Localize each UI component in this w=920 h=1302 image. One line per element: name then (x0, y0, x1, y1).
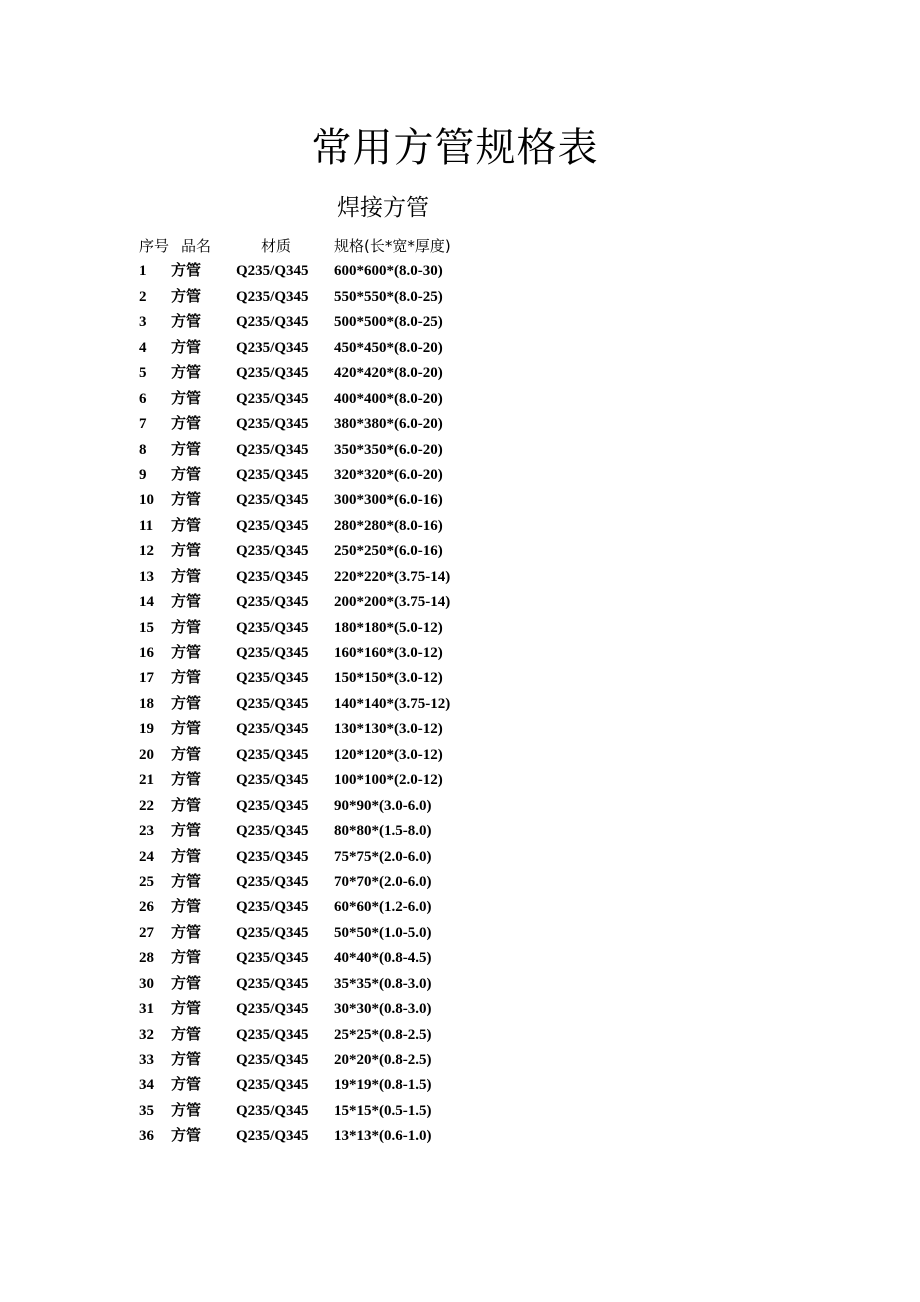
cell-name: 方管 (171, 950, 202, 967)
cell-name: 方管 (171, 797, 202, 814)
cell-no: 36 (139, 1128, 154, 1145)
cell-name: 方管 (171, 1077, 202, 1094)
cell-no: 21 (139, 772, 154, 789)
cell-spec: 80*80*(1.5-8.0) (334, 823, 432, 840)
cell-material: Q235/Q345 (236, 1102, 309, 1119)
cell-spec: 100*100*(2.0-12) (334, 772, 443, 789)
cell-no: 14 (139, 594, 154, 611)
cell-material: Q235/Q345 (236, 339, 309, 356)
cell-spec: 30*30*(0.8-3.0) (334, 1001, 432, 1018)
cell-no: 19 (139, 721, 154, 738)
cell-no: 30 (139, 975, 154, 992)
cell-material: Q235/Q345 (236, 1052, 309, 1068)
cell-spec: 25*25*(0.8-2.5) (334, 1026, 432, 1043)
cell-spec: 90*90*(3.0-6.0) (334, 797, 432, 814)
table-row (139, 592, 539, 617)
cell-spec: 13*13*(0.6-1.0) (334, 1128, 432, 1145)
cell-material: Q235/Q345 (236, 466, 309, 483)
spec-table (139, 236, 539, 1152)
cell-spec: 300*300*(6.0-16) (334, 492, 443, 509)
table-header-row (139, 236, 539, 261)
section-title: 焊接方管 (337, 195, 429, 221)
cell-name: 方管 (171, 543, 202, 560)
cell-material: Q235/Q345 (236, 950, 309, 967)
cell-material: Q235/Q345 (236, 288, 309, 305)
cell-material: Q235/Q345 (236, 899, 309, 916)
table-row (139, 541, 539, 566)
table-row (139, 1075, 539, 1100)
cell-name: 方管 (171, 619, 202, 636)
cell-spec: 15*15*(0.5-1.5) (334, 1102, 432, 1119)
cell-material: Q235/Q345 (236, 568, 309, 585)
table-row (139, 363, 539, 388)
cell-material: Q235/Q345 (236, 492, 309, 509)
cell-material: Q235/Q345 (236, 670, 309, 687)
cell-name: 方管 (171, 873, 202, 890)
cell-name: 方管 (171, 1052, 202, 1068)
cell-spec: 250*250*(6.0-16) (334, 543, 443, 560)
cell-spec: 180*180*(5.0-12) (334, 619, 443, 636)
cell-no: 32 (139, 1026, 154, 1043)
cell-no: 34 (139, 1077, 154, 1094)
cell-no: 3 (139, 314, 147, 331)
cell-name: 方管 (171, 517, 202, 534)
cell-material: Q235/Q345 (236, 263, 309, 280)
table-row (139, 643, 539, 668)
cell-no: 17 (139, 670, 154, 687)
cell-material: Q235/Q345 (236, 441, 309, 458)
cell-material: Q235/Q345 (236, 823, 309, 840)
cell-material: Q235/Q345 (236, 1128, 309, 1145)
cell-name: 方管 (171, 746, 202, 763)
cell-no: 18 (139, 695, 154, 712)
table-row (139, 490, 539, 515)
table-row (139, 719, 539, 744)
cell-name: 方管 (171, 568, 202, 585)
cell-material: Q235/Q345 (236, 746, 309, 763)
table-row (139, 668, 539, 693)
cell-spec: 220*220*(3.75-14) (334, 568, 451, 585)
cell-no: 5 (139, 365, 147, 382)
cell-name: 方管 (171, 975, 202, 992)
cell-material: Q235/Q345 (236, 416, 309, 433)
cell-material: Q235/Q345 (236, 517, 309, 534)
cell-spec: 380*380*(6.0-20) (334, 416, 443, 433)
cell-no: 27 (139, 924, 154, 941)
table-row (139, 287, 539, 312)
table-row (139, 821, 539, 846)
cell-name: 方管 (171, 263, 202, 280)
cell-spec: 20*20*(0.8-2.5) (334, 1052, 432, 1068)
cell-spec: 40*40*(0.8-4.5) (334, 950, 432, 967)
cell-name: 方管 (171, 695, 202, 712)
cell-no: 8 (139, 441, 147, 458)
cell-no: 13 (139, 568, 154, 585)
table-row (139, 414, 539, 439)
cell-spec: 19*19*(0.8-1.5) (334, 1077, 432, 1094)
table-row (139, 516, 539, 541)
cell-name: 方管 (171, 899, 202, 916)
cell-spec: 400*400*(8.0-20) (334, 390, 443, 407)
table-body (139, 261, 539, 1151)
cell-material: Q235/Q345 (236, 619, 309, 636)
cell-spec: 450*450*(8.0-20) (334, 339, 443, 356)
cell-spec: 200*200*(3.75-14) (334, 594, 451, 611)
header-no: 序号 (139, 237, 170, 255)
cell-name: 方管 (171, 492, 202, 509)
table-row (139, 796, 539, 821)
table-row (139, 618, 539, 643)
cell-material: Q235/Q345 (236, 797, 309, 814)
cell-material: Q235/Q345 (236, 695, 309, 712)
header-spec: 规格(长*宽*厚度) (334, 237, 451, 255)
cell-material: Q235/Q345 (236, 314, 309, 331)
cell-no: 4 (139, 339, 147, 356)
table-row (139, 745, 539, 770)
table-row (139, 338, 539, 363)
cell-no: 15 (139, 619, 154, 636)
cell-name: 方管 (171, 365, 202, 382)
cell-spec: 120*120*(3.0-12) (334, 746, 443, 763)
cell-name: 方管 (171, 721, 202, 738)
cell-name: 方管 (171, 1026, 202, 1043)
cell-material: Q235/Q345 (236, 390, 309, 407)
table-row (139, 440, 539, 465)
table-row (139, 1101, 539, 1126)
cell-no: 28 (139, 950, 154, 967)
cell-name: 方管 (171, 848, 202, 865)
cell-spec: 160*160*(3.0-12) (334, 645, 443, 661)
cell-spec: 280*280*(8.0-16) (334, 517, 443, 534)
cell-name: 方管 (171, 1102, 202, 1119)
table-row (139, 312, 539, 337)
cell-spec: 420*420*(8.0-20) (334, 365, 443, 382)
table-row (139, 1126, 539, 1151)
cell-material: Q235/Q345 (236, 772, 309, 789)
cell-spec: 140*140*(3.75-12) (334, 695, 451, 712)
header-name: 品名 (181, 237, 212, 255)
table-row (139, 1025, 539, 1050)
cell-name: 方管 (171, 339, 202, 356)
cell-name: 方管 (171, 670, 202, 687)
cell-material: Q235/Q345 (236, 645, 309, 661)
cell-no: 9 (139, 466, 147, 483)
page-title: 常用方管规格表 (311, 125, 599, 171)
table-row (139, 1050, 539, 1075)
cell-spec: 500*500*(8.0-25) (334, 314, 443, 331)
header-material: 材质 (261, 237, 292, 255)
cell-spec: 320*320*(6.0-20) (334, 466, 443, 483)
cell-no: 2 (139, 288, 147, 305)
cell-name: 方管 (171, 441, 202, 458)
cell-material: Q235/Q345 (236, 1077, 309, 1094)
cell-spec: 35*35*(0.8-3.0) (334, 975, 432, 992)
cell-name: 方管 (171, 416, 202, 433)
table-row (139, 770, 539, 795)
table-row (139, 567, 539, 592)
cell-name: 方管 (171, 645, 202, 661)
cell-spec: 50*50*(1.0-5.0) (334, 924, 432, 941)
cell-no: 25 (139, 873, 154, 890)
cell-no: 16 (139, 645, 154, 661)
table-row (139, 897, 539, 922)
cell-spec: 350*350*(6.0-20) (334, 441, 443, 458)
cell-name: 方管 (171, 288, 202, 305)
cell-name: 方管 (171, 823, 202, 840)
cell-no: 23 (139, 823, 154, 840)
cell-no: 35 (139, 1102, 154, 1119)
cell-spec: 130*130*(3.0-12) (334, 721, 443, 738)
cell-no: 22 (139, 797, 154, 814)
cell-no: 33 (139, 1052, 154, 1068)
cell-material: Q235/Q345 (236, 543, 309, 560)
cell-no: 6 (139, 390, 147, 407)
table-row (139, 999, 539, 1024)
table-row (139, 923, 539, 948)
cell-spec: 600*600*(8.0-30) (334, 263, 443, 280)
cell-material: Q235/Q345 (236, 1001, 309, 1018)
cell-name: 方管 (171, 1001, 202, 1018)
table-row (139, 261, 539, 286)
cell-material: Q235/Q345 (236, 873, 309, 890)
cell-spec: 60*60*(1.2-6.0) (334, 899, 432, 916)
table-row (139, 465, 539, 490)
cell-spec: 150*150*(3.0-12) (334, 670, 443, 687)
cell-no: 26 (139, 899, 154, 916)
cell-no: 24 (139, 848, 154, 865)
cell-name: 方管 (171, 314, 202, 331)
cell-no: 7 (139, 416, 147, 433)
cell-material: Q235/Q345 (236, 848, 309, 865)
cell-name: 方管 (171, 594, 202, 611)
cell-no: 10 (139, 492, 154, 509)
table-row (139, 389, 539, 414)
cell-name: 方管 (171, 924, 202, 941)
cell-no: 11 (139, 517, 154, 534)
table-row (139, 847, 539, 872)
table-row (139, 974, 539, 999)
cell-material: Q235/Q345 (236, 721, 309, 738)
cell-no: 1 (139, 263, 147, 280)
cell-material: Q235/Q345 (236, 365, 309, 382)
cell-material: Q235/Q345 (236, 924, 309, 941)
cell-spec: 70*70*(2.0-6.0) (334, 873, 432, 890)
cell-no: 20 (139, 746, 154, 763)
cell-material: Q235/Q345 (236, 1026, 309, 1043)
cell-no: 12 (139, 543, 154, 560)
cell-name: 方管 (171, 772, 202, 789)
cell-material: Q235/Q345 (236, 975, 309, 992)
table-row (139, 694, 539, 719)
cell-spec: 75*75*(2.0-6.0) (334, 848, 432, 865)
cell-no: 31 (139, 1001, 154, 1018)
cell-name: 方管 (171, 466, 202, 483)
cell-material: Q235/Q345 (236, 594, 309, 611)
cell-spec: 550*550*(8.0-25) (334, 288, 443, 305)
cell-name: 方管 (171, 390, 202, 407)
table-row (139, 948, 539, 973)
cell-name: 方管 (171, 1128, 202, 1145)
table-row (139, 872, 539, 897)
